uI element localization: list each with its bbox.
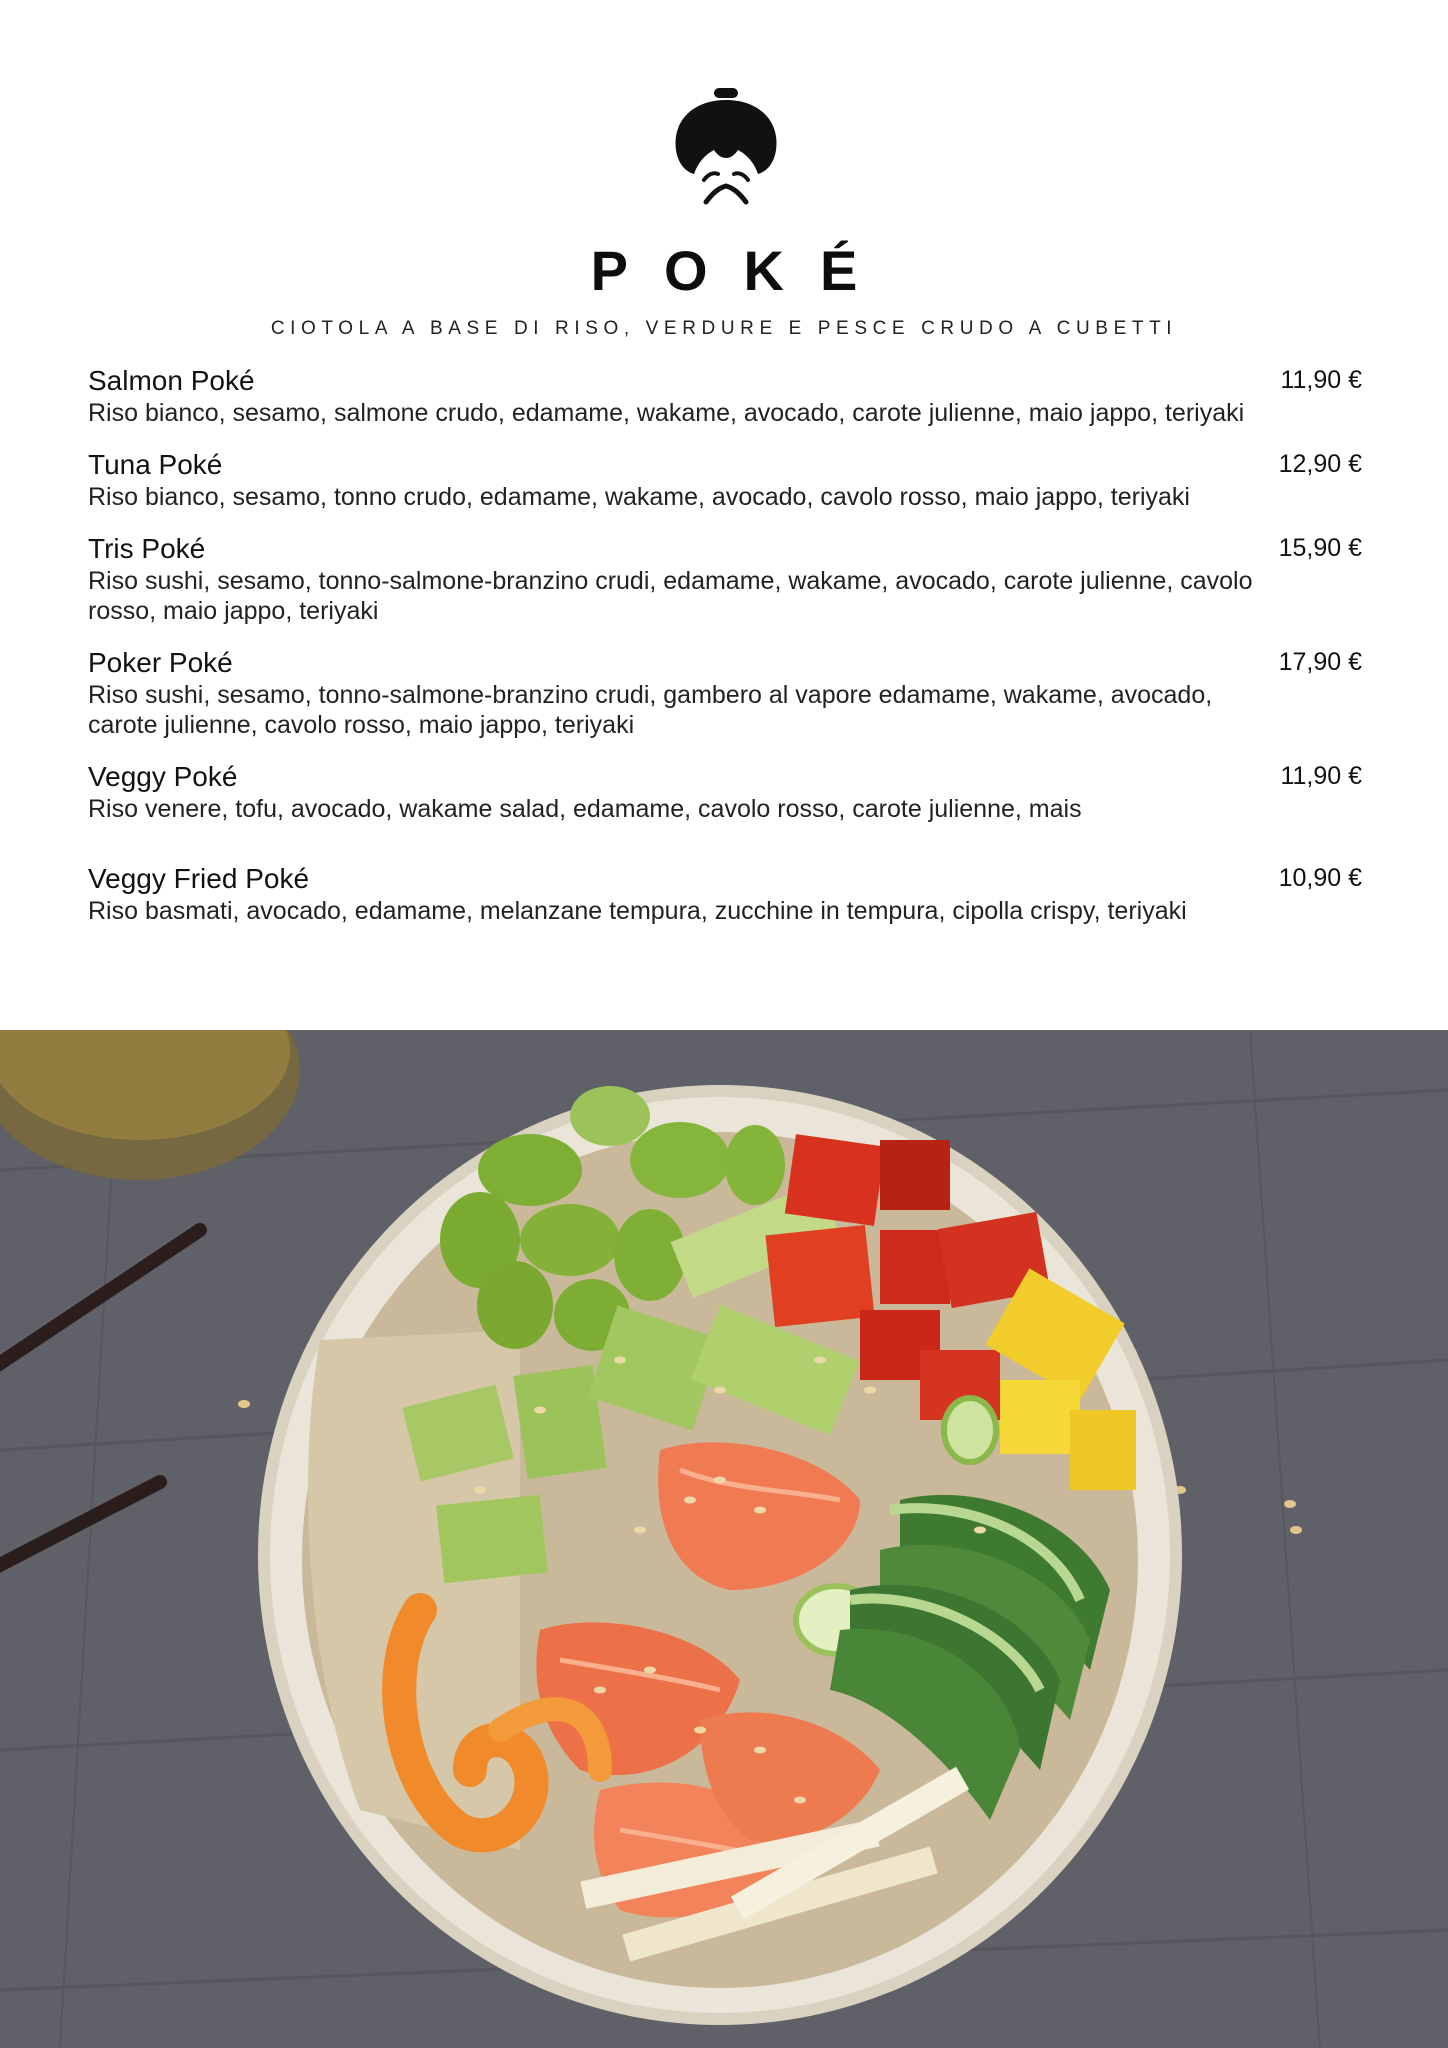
menu-item-price: 17,90 € [1278,648,1362,676]
menu-item [88,364,1362,428]
menu-item-name: Salmon Poké [88,365,255,396]
menu-item-description: Riso sushi, sesamo, tonno-salmone-branzino crudi, gambero al vapore edamame, wakame, avocado, carote julienne, cavolo rosso, maio jappo, teriyaki [88,681,1213,739]
menu-item-name: Tris Poké [88,533,206,564]
menu-list [88,364,1362,946]
menu-item-description: Riso bianco, sesamo, salmone crudo, edamame, wakame, avocado, carote julienne, maio jappo, teriyaki [88,399,1245,427]
menu-item [88,760,1362,824]
menu-item-name: Tuna Poké [88,449,223,480]
chef-face-logo-icon [664,84,788,214]
menu-item-name: Veggy Poké [88,761,238,792]
menu-item-description: Riso basmati, avocado, edamame, melanzane tempura, zucchine in tempura, cipolla crispy, teriyaki [88,897,1187,925]
menu-item-price: 15,90 € [1278,534,1362,562]
menu-item-description: Riso venere, tofu, avocado, wakame salad, edamame, cavolo rosso, carote julienne, mais [88,795,1082,823]
menu-item-price: 10,90 € [1278,864,1362,892]
menu-item [88,448,1362,512]
menu-item [88,532,1362,626]
menu-item-price: 12,90 € [1278,450,1362,478]
menu-item-description: Riso bianco, sesamo, tonno crudo, edamame, wakame, avocado, cavolo rosso, maio jappo, teriyaki [88,483,1190,511]
menu-item-name: Veggy Fried Poké [88,863,310,894]
poke-bowl-illustration [0,1030,1448,2048]
menu-item-price: 11,90 € [1280,762,1362,790]
page-subtitle: CIOTOLA A BASE DI RISO, VERDURE E PESCE CRUDO A CUBETTI [270,318,1178,339]
menu-item [88,646,1362,740]
page-title: POKÉ [590,239,894,302]
menu-item [88,862,1362,926]
menu-item-description: Riso sushi, sesamo, tonno-salmone-branzino crudi, edamame, wakame, avocado, carote julienne, cavolo rosso, maio jappo, teriyaki [88,567,1253,625]
poke-bowl-photo [0,1030,1448,2048]
menu-item-price: 11,90 € [1280,366,1362,394]
menu-item-name: Poker Poké [88,647,233,678]
